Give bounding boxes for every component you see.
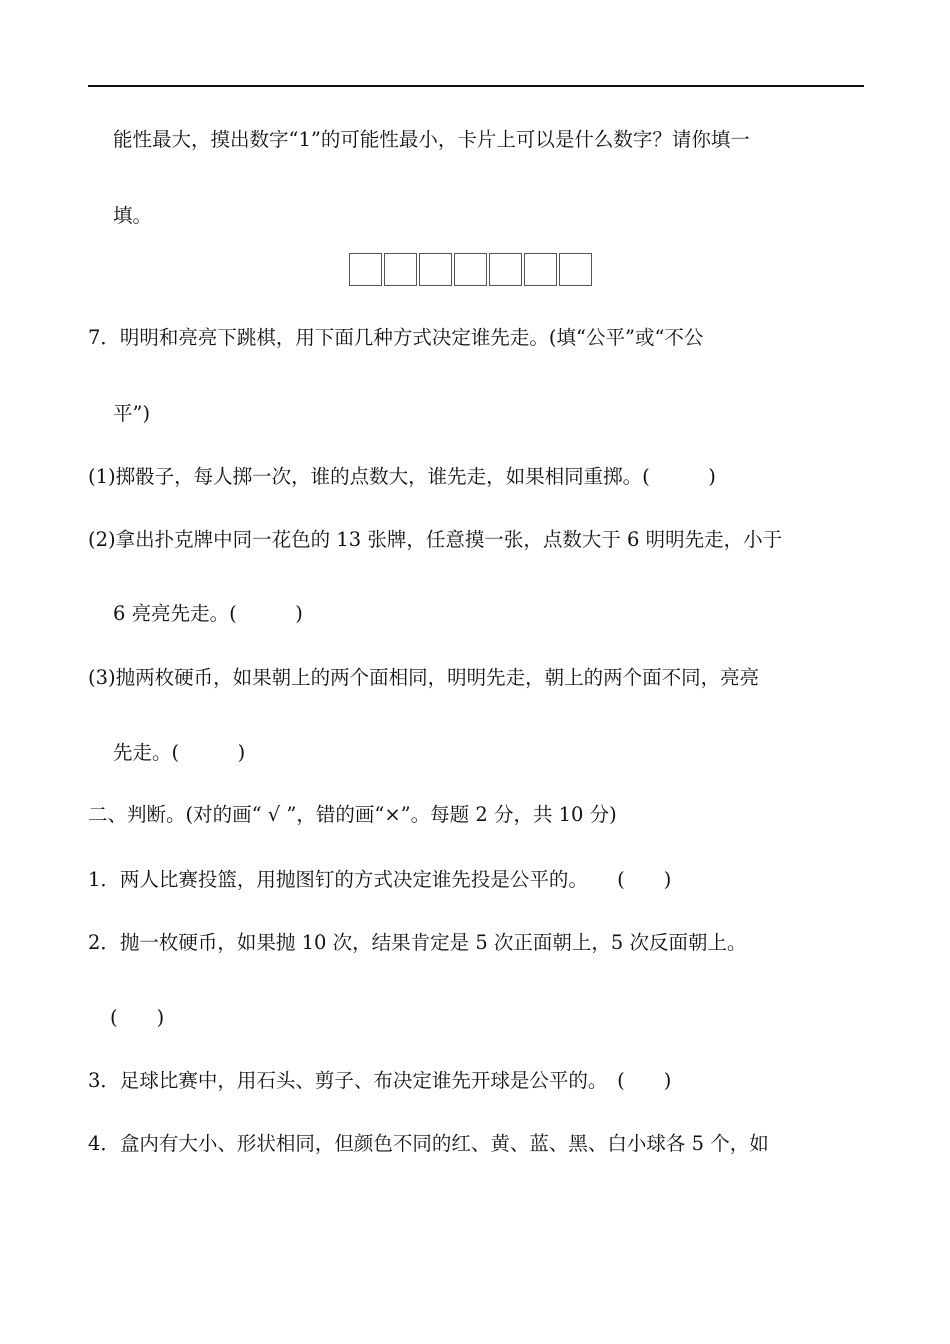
- answer-box[interactable]: [384, 253, 417, 286]
- answer-box[interactable]: [524, 253, 557, 286]
- answer-box[interactable]: [454, 253, 487, 286]
- answer-box[interactable]: [349, 253, 382, 286]
- question-7-sub-1: (1)掷骰子，每人掷一次，谁的点数大，谁先走，如果相同重掷。( ): [88, 465, 716, 488]
- question-7-sub-3: (3)抛两枚硬币，如果朝上的两个面相同，明明先走，朝上的两个面不同，亮亮: [88, 666, 760, 689]
- question-7: 7．明明和亮亮下跳棋，用下面几种方式决定谁先走。(填“公平”或“不公: [88, 326, 704, 349]
- answer-boxes: [349, 253, 592, 286]
- answer-box[interactable]: [419, 253, 452, 286]
- judge-question-3: 3．足球比赛中，用石头、剪子、布决定谁先开球是公平的。 ( ): [88, 1069, 672, 1092]
- header-rule: [88, 85, 864, 87]
- question-7-sub-2-cont: 6 亮亮先走。( ): [113, 602, 303, 625]
- section-2-heading: 二、判断。(对的画“ √ ”，错的画“×”。每题 2 分，共 10 分): [88, 803, 617, 826]
- judge-question-4: 4．盒内有大小、形状相同，但颜色不同的红、黄、蓝、黑、白小球各 5 个，如: [88, 1132, 769, 1155]
- question-7-sub-3-cont: 先走。( ): [113, 741, 246, 764]
- answer-box[interactable]: [489, 253, 522, 286]
- question-7-cont: 平”): [113, 402, 151, 425]
- answer-box[interactable]: [559, 253, 592, 286]
- continued-text-line: 填。: [113, 204, 153, 227]
- continued-text-line: 能性最大，摸出数字“1”的可能性最小，卡片上可以是什么数字？请你填一: [113, 128, 750, 151]
- judge-question-2-cont: ( ): [110, 1006, 165, 1029]
- question-7-sub-2: (2)拿出扑克牌中同一花色的 13 张牌，任意摸一张，点数大于 6 明明先走，小于: [88, 528, 783, 551]
- judge-question-2: 2．抛一枚硬币，如果抛 10 次，结果肯定是 5 次正面朝上，5 次反面朝上。: [88, 931, 747, 954]
- judge-question-1: 1．两人比赛投篮，用抛图钉的方式决定谁先投是公平的。 ( ): [88, 868, 672, 891]
